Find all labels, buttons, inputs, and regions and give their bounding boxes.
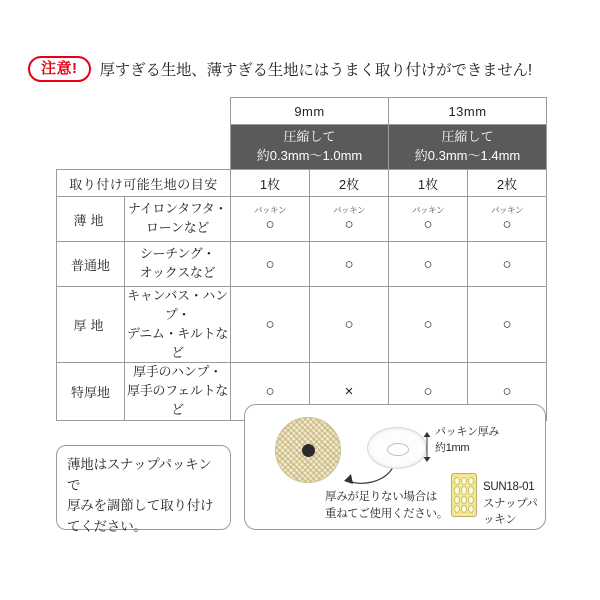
mark-glyph: ○ bbox=[344, 316, 354, 334]
mark-glyph: ○ bbox=[423, 215, 433, 233]
mark-glyph: ○ bbox=[265, 255, 275, 273]
compression-9mm-line2: 約0.3mm〜1.0mm bbox=[256, 148, 363, 163]
row-description-normal bbox=[125, 242, 231, 287]
mark-thick-9mm-1 bbox=[231, 287, 310, 363]
header-size-9mm: 9mm bbox=[231, 98, 389, 125]
spacer-cell bbox=[57, 125, 125, 170]
thickness-line2: 約1mm bbox=[435, 441, 470, 454]
desc-line2: オックスなど bbox=[139, 265, 216, 280]
fabric-snap-disc-icon bbox=[275, 417, 341, 483]
mark-glyph: ○ bbox=[265, 383, 275, 401]
spacer-cell bbox=[125, 98, 231, 125]
table-row bbox=[57, 197, 547, 242]
compatibility-table bbox=[56, 97, 547, 421]
table-row-size-header bbox=[57, 98, 547, 125]
table-row bbox=[57, 287, 547, 363]
mark-thin-9mm-1 bbox=[231, 197, 310, 242]
sheet-label-13mm-2: 2枚 bbox=[468, 170, 547, 197]
mark-glyph: ○ bbox=[423, 383, 433, 401]
stacking-hint bbox=[325, 489, 448, 524]
notice-text: 厚すぎる生地、薄すぎる生地にはうまく取り付けができません! bbox=[99, 62, 533, 79]
mark-thin-13mm-1 bbox=[389, 197, 468, 242]
header-compression-9mm bbox=[231, 125, 389, 170]
hint-line1: 厚みが足りない場合は bbox=[325, 491, 437, 503]
compression-13mm-line2: 約0.3mm〜1.4mm bbox=[414, 148, 521, 163]
header-size-13mm: 13mm bbox=[389, 98, 547, 125]
packing-note: パッキン bbox=[491, 205, 523, 216]
thickness-dimension-icon bbox=[421, 429, 433, 465]
mark-glyph: ○ bbox=[502, 316, 512, 334]
mark-glyph: ○ bbox=[502, 255, 512, 273]
balloon-line1: 薄地はスナップパッキンで bbox=[67, 457, 212, 493]
spacer-cell bbox=[57, 98, 125, 125]
mark-glyph: × bbox=[344, 383, 354, 401]
desc-line2: ローンなど bbox=[145, 220, 210, 235]
mark-glyph: ○ bbox=[344, 255, 354, 273]
row-category-extra-thick: 特厚地 bbox=[57, 363, 125, 421]
bottom-section bbox=[56, 404, 546, 534]
row-category-thick: 厚地 bbox=[57, 287, 125, 363]
product-package-icon bbox=[451, 473, 477, 517]
compression-9mm-line1: 圧縮して bbox=[283, 129, 336, 145]
table-row-guide bbox=[57, 170, 547, 197]
mark-normal-13mm-2 bbox=[468, 242, 547, 287]
product-label bbox=[483, 479, 545, 529]
desc-line1: 厚手のハンプ・ bbox=[133, 364, 222, 380]
washer-hole-icon bbox=[387, 443, 409, 456]
packing-note: パッキン bbox=[254, 205, 286, 216]
row-category-normal: 普通地 bbox=[57, 242, 125, 287]
callout-balloon bbox=[56, 445, 231, 534]
packing-note: パッキン bbox=[412, 205, 444, 216]
hint-line2: 重ねてご使用ください。 bbox=[325, 508, 448, 521]
mark-glyph: ○ bbox=[344, 215, 354, 233]
row-description-thin bbox=[125, 197, 231, 242]
desc-line2: デニム・キルトなど bbox=[127, 325, 228, 360]
package-grid bbox=[454, 477, 474, 513]
row-description-thick bbox=[125, 287, 231, 363]
mark-glyph: ○ bbox=[265, 316, 275, 334]
desc-line1: キャンバス・ハンプ・ bbox=[127, 288, 228, 322]
mark-glyph: ○ bbox=[423, 316, 433, 334]
sheet-label-9mm-2: 2枚 bbox=[310, 170, 389, 197]
packing-illustration-box bbox=[244, 404, 546, 530]
desc-line2: 厚手のフェルトなど bbox=[127, 383, 228, 418]
table-row-compression bbox=[57, 125, 547, 170]
product-line1: SUN18-01 bbox=[483, 481, 535, 493]
mark-glyph: ○ bbox=[265, 215, 275, 233]
thickness-label bbox=[435, 425, 499, 457]
compression-13mm-line1: 圧縮して bbox=[441, 129, 494, 145]
sheet-label-9mm-1: 1枚 bbox=[231, 170, 310, 197]
mark-normal-13mm-1 bbox=[389, 242, 468, 287]
desc-line1: ナイロンタフタ・ bbox=[127, 201, 228, 217]
spacer-cell bbox=[125, 125, 231, 170]
thickness-line1: パッキン厚み bbox=[435, 426, 500, 438]
mark-normal-9mm-2 bbox=[310, 242, 389, 287]
mark-thick-13mm-1 bbox=[389, 287, 468, 363]
row-category-thin: 薄地 bbox=[57, 197, 125, 242]
sheet-label-13mm-1: 1枚 bbox=[389, 170, 468, 197]
mark-glyph: ○ bbox=[423, 255, 433, 273]
balloon-line3: てください。 bbox=[67, 518, 147, 534]
notice-badge: 注意! bbox=[28, 56, 91, 82]
mark-thin-9mm-2 bbox=[310, 197, 389, 242]
packing-washer-icon bbox=[367, 427, 427, 469]
table-row bbox=[57, 242, 547, 287]
guide-label: 取り付け可能生地の目安 bbox=[57, 170, 231, 197]
notice-banner bbox=[28, 56, 532, 82]
mark-normal-9mm-1 bbox=[231, 242, 310, 287]
mark-thick-13mm-2 bbox=[468, 287, 547, 363]
snap-hole-icon bbox=[302, 444, 315, 457]
packing-note: パッキン bbox=[333, 205, 365, 216]
mark-thin-13mm-2 bbox=[468, 197, 547, 242]
header-compression-13mm bbox=[389, 125, 547, 170]
desc-line1: シーチング・ bbox=[139, 246, 216, 262]
mark-glyph: ○ bbox=[502, 215, 512, 233]
mark-thick-9mm-2 bbox=[310, 287, 389, 363]
product-line2: スナップパッキン bbox=[483, 497, 538, 527]
mark-glyph: ○ bbox=[502, 383, 512, 401]
balloon-line2: 厚みを調節して取り付け bbox=[67, 498, 214, 514]
